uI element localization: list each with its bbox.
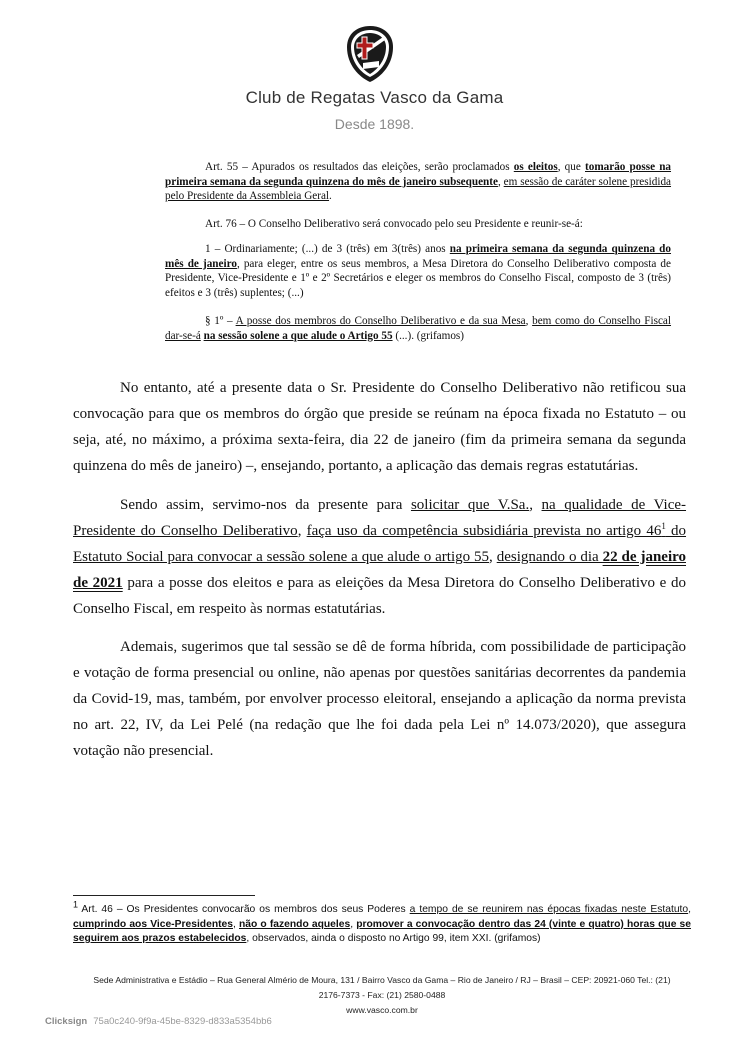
clicksign-label: Clicksign bbox=[45, 1016, 88, 1027]
vasco-crest-icon bbox=[345, 25, 395, 83]
article-55: Art. 55 – Apurados os resultados das eleições, serão proclamados os eleitos, que tomarão posse na primeira semana da segunda quinzena do mês de janeiro subsequente, em sessão de caráter solene presidida pelo Presidente da Assembleia Geral. bbox=[165, 161, 672, 203]
article-76: Art. 76 – O Conselho Deliberativo será convocado pelo seu Presidente e reunir-se-á: bbox=[205, 218, 583, 230]
body-paragraph-1: No entanto, até a presente data o Sr. Presidente do Conselho Deliberativo não retificou sua convocação para que os membros do órgão que preside se reúnam na época fixada no Estatuto – ou seja, até, no máximo, a próxima sexta-feira, dia 22 de janeiro (fim da primeira semana da segunda quinzena do mês de janeiro) –, ensejando, portanto, a aplicação das demais regras estatutárias. bbox=[73, 380, 686, 474]
club-since: Desde 1898. bbox=[334, 116, 415, 132]
clicksign-id: 75a0c240-9f9a-45be-8329-d833a5354bb6 bbox=[93, 1016, 272, 1027]
body-paragraph-2: Sendo assim, servimo-nos da presente para solicitar que V.Sa., na qualidade de Vice-Presidente do Conselho Deliberativo, faça uso da competência subsidiária prevista no artigo $46^1$ do Estatuto Social para convocar a sessão solene a que alude o artigo 55, designando o dia 22 de janeiro de 2021 para a posse dos eleitos e para as eleições da Mesa Diretora do Conselho Deliberativo e do Conselho Fiscal, em respeito às normas estatutárias. bbox=[73, 497, 687, 617]
footer-address: Sede Administrativa e Estádio – Rua General Almério de Moura, 131 / Bairro Vasco da Gama – Rio de Janeiro / RJ – Brasil – CEP: 20921-060 Tel.: (21) bbox=[93, 975, 671, 985]
footnote-divider bbox=[73, 895, 255, 896]
footnote: $^1$ Art. 46 – Os Presidentes convocarão os membros dos seus Poderes a tempo de se reunirem nas épocas fixadas neste Estatuto, cumprindo aos Vice-Presidentes, não o fazendo aqueles, promover a convocação dentro das 24 (vinte e quatro) horas que se seguirem aos prazos estabelecidos, observados, ainda o disposto no Artigo 99, item XXI. (grifamos) bbox=[73, 899, 692, 944]
article-76-item-1: 1 – Ordinariamente; (...) de 3 (três) em 3(três) anos na primeira semana da segunda quinzena do mês de janeiro, para eleger, entre os seus membros, a Mesa Diretora do Conselho Deliberativo composta de Presidente, Vice-Presidente e 1º e 2º Secretários e eleger os membros do Conselho Fiscal, composto de 3 (três) efeitos e 3 (três) suplentes; (...) bbox=[165, 243, 672, 299]
letterhead bbox=[0, 0, 749, 150]
footer-phone: 2176-7373 - Fax: (21) 2580-0488 bbox=[318, 990, 446, 1000]
body-paragraph-3: Ademais, sugerimos que tal sessão se dê de forma híbrida, com possibilidade de participação e votação de forma presencial ou online, não apenas por questões sanitárias decorrentes da pandemia da Covid-19, mas, também, por envolver processo eleitoral, ensejando a aplicação da norma prevista no art. 22, IV, da Lei Pelé (na redação que lhe foi dada pela Lei nº 14.073/2020), que assegura votação não presencial. bbox=[73, 639, 686, 759]
club-name: Club de Regatas Vasco da Gama bbox=[245, 88, 504, 107]
article-76-paragraph-1: § 1º – A posse dos membros do Conselho Deliberativo e da sua Mesa, bem como do Conselho Fiscal dar-se-á na sessão solene a que alude o Artigo 55 (...). (grifamos) bbox=[165, 315, 672, 342]
footer-website[interactable]: www.vasco.com.br bbox=[346, 1005, 418, 1015]
clicksign-stamp bbox=[45, 1016, 272, 1027]
